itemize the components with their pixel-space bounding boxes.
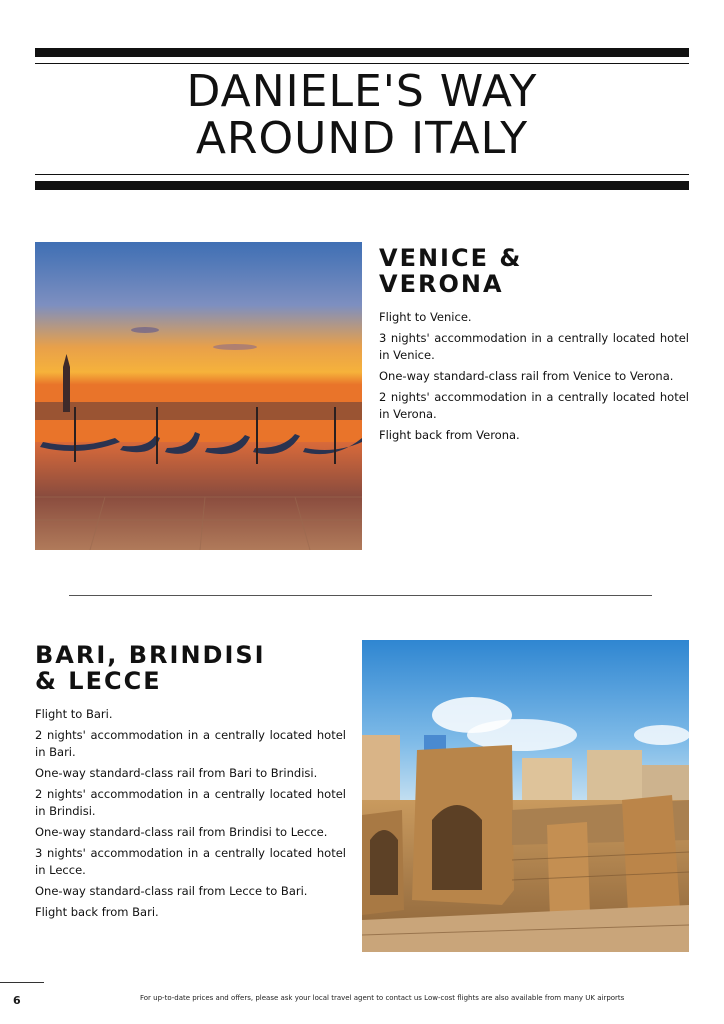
- section-divider: [69, 595, 652, 596]
- page-title: [0, 68, 724, 162]
- header-thin-rule-bottom: [35, 174, 689, 175]
- header-thick-rule-top: [35, 48, 689, 57]
- section-venice-verona-items: [379, 309, 689, 448]
- page-title-line-2: AROUND ITALY: [195, 113, 529, 164]
- footer-note: For up-to-date prices and offers, please ask your local travel agent to contact us Low-cost flights are also available from many UK airports: [140, 994, 625, 1002]
- itinerary-item: One-way standard-class rail from Bari to Brindisi.: [35, 766, 318, 780]
- itinerary-item: One-way standard-class rail from Venice to Verona.: [379, 369, 674, 383]
- itinerary-item: Flight back from Bari.: [35, 905, 159, 919]
- section-venice-verona-title: [379, 245, 522, 297]
- header-thin-rule-top: [35, 63, 689, 64]
- page-number: 6: [13, 994, 21, 1007]
- itinerary-item: 2 nights' accommodation in a centrally located hotel in Brindisi.: [35, 787, 346, 818]
- lecce-roman-amphitheatre-photo: [362, 640, 689, 952]
- section-venice-verona-title-line-2: VERONA: [379, 270, 504, 298]
- venice-gondolas-photo: [35, 242, 362, 550]
- itinerary-item: 3 nights' accommodation in a centrally located hotel in Lecce.: [35, 846, 346, 877]
- itinerary-item: Flight to Venice.: [379, 310, 472, 324]
- itinerary-item: One-way standard-class rail from Lecce to Bari.: [35, 884, 308, 898]
- itinerary-item: 2 nights' accommodation in a centrally located hotel in Bari.: [35, 728, 346, 759]
- section-bari-title-line-2: & LECCE: [35, 667, 162, 695]
- itinerary-item: 3 nights' accommodation in a centrally located hotel in Venice.: [379, 331, 689, 362]
- section-venice-verona-title-line-1: VENICE &: [379, 244, 523, 272]
- page-number-rule: [0, 982, 44, 983]
- section-bari-title-line-1: BARI, BRINDISI: [35, 641, 266, 669]
- section-bari-brindisi-lecce-title: [35, 642, 266, 694]
- section-bari-brindisi-lecce-items: [35, 706, 346, 925]
- itinerary-item: 2 nights' accommodation in a centrally located hotel in Verona.: [379, 390, 689, 421]
- header-thick-rule-bottom: [35, 181, 689, 190]
- page-title-line-1: DANIELE'S WAY: [186, 66, 538, 117]
- itinerary-item: One-way standard-class rail from Brindisi to Lecce.: [35, 825, 328, 839]
- itinerary-item: Flight to Bari.: [35, 707, 113, 721]
- itinerary-item: Flight back from Verona.: [379, 428, 520, 442]
